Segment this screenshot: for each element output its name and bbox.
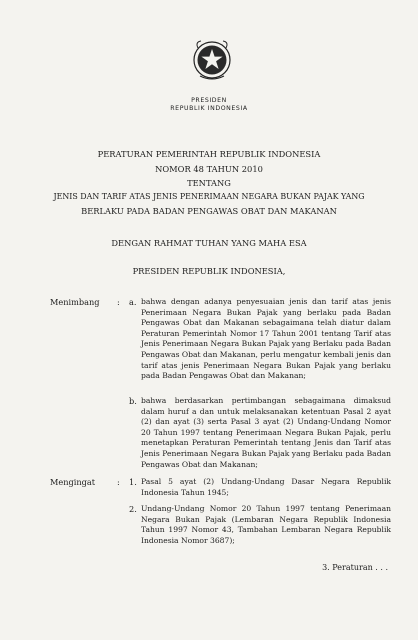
mengingat-label: Mengingat xyxy=(50,477,96,487)
preamble-president: PRESIDEN REPUBLIK INDONESIA, xyxy=(132,266,286,276)
regulation-subject-line2: BERLAKU PADA BADAN PENGAWAS OBAT DAN MAKANAN xyxy=(81,206,337,216)
mengingat-item-1-marker: 1. xyxy=(129,477,137,487)
regulation-title: PERATURAN PEMERINTAH REPUBLIK INDONESIA xyxy=(97,149,321,159)
emblem-caption-republik: REPUBLIK INDONESIA xyxy=(170,105,248,112)
menimbang-item-a-text: bahwa dengan adanya penyesuaian jenis dan tarif atas jenis Penerimaan Negara Bukan Pajak yang berlaku pada Badan Pengawas Obat dan Makanan sebagaimana telah diatur dalam Peraturan Pemerintah Nomor 17 Tahun 2001 tentang Tarif atas Jenis Penerimaan Negara Bukan Pajak yang Berlaku pada Badan Pengawas Obat dan Makanan, perlu mengatur kembali jenis dan tarif atas jenis Penerimaan Negara Bukan Pajak yang berlaku pada Badan Pengawas Obat dan Makanan; xyxy=(141,297,391,381)
garuda-star-emblem-icon xyxy=(192,38,232,82)
mengingat-colon: : xyxy=(117,477,120,487)
mengingat-item-2-marker: 2. xyxy=(129,504,137,514)
mengingat-item-1-text: Pasal 5 ayat (2) Undang-Undang Dasar Negara Republik Indonesia Tahun 1945; xyxy=(141,477,391,497)
menimbang-colon: : xyxy=(117,297,120,307)
menimbang-item-b-marker: b. xyxy=(129,396,137,406)
menimbang-item-b-text: bahwa berdasarkan pertimbangan sebagaimana dimaksud dalam huruf a dan untuk melaksanakan ketentuan Pasal 2 ayat (2) dan ayat (3) serta Pasal 3 ayat (2) Undang-Undang Nomor 20 Tahun 1997 tentang Penerimaan Negara Bukan Pajak, perlu menetapkan Peraturan Pemerintah tentang Jenis dan Tarif atas Jenis Penerimaan Negara Bukan Pajak yang Berlaku pada Badan Pengawas Obat dan Makanan; xyxy=(141,396,391,469)
preamble-blessing: DENGAN RAHMAT TUHAN YANG MAHA ESA xyxy=(111,238,307,248)
regulation-number: NOMOR 48 TAHUN 2010 xyxy=(155,164,263,174)
menimbang-label: Menimbang xyxy=(50,297,100,307)
regulation-subject-line1: JENIS DAN TARIF ATAS JENIS PENERIMAAN NEGARA BUKAN PAJAK YANG xyxy=(53,192,365,201)
emblem-caption-presiden: PRESIDEN xyxy=(191,97,227,104)
mengingat-item-2-text: Undang-Undang Nomor 20 Tahun 1997 tentang Penerimaan Negara Bukan Pajak (Lembaran Negara Republik Indonesia Tahun 1997 Nomor 43, Tambahan Lembaran Negara Republik Indonesia Nomor 3687); xyxy=(141,504,391,545)
regulation-about: TENTANG xyxy=(187,178,231,188)
menimbang-item-a-marker: a. xyxy=(129,297,137,307)
page-continuation-note: 3. Peraturan . . . xyxy=(322,563,388,572)
